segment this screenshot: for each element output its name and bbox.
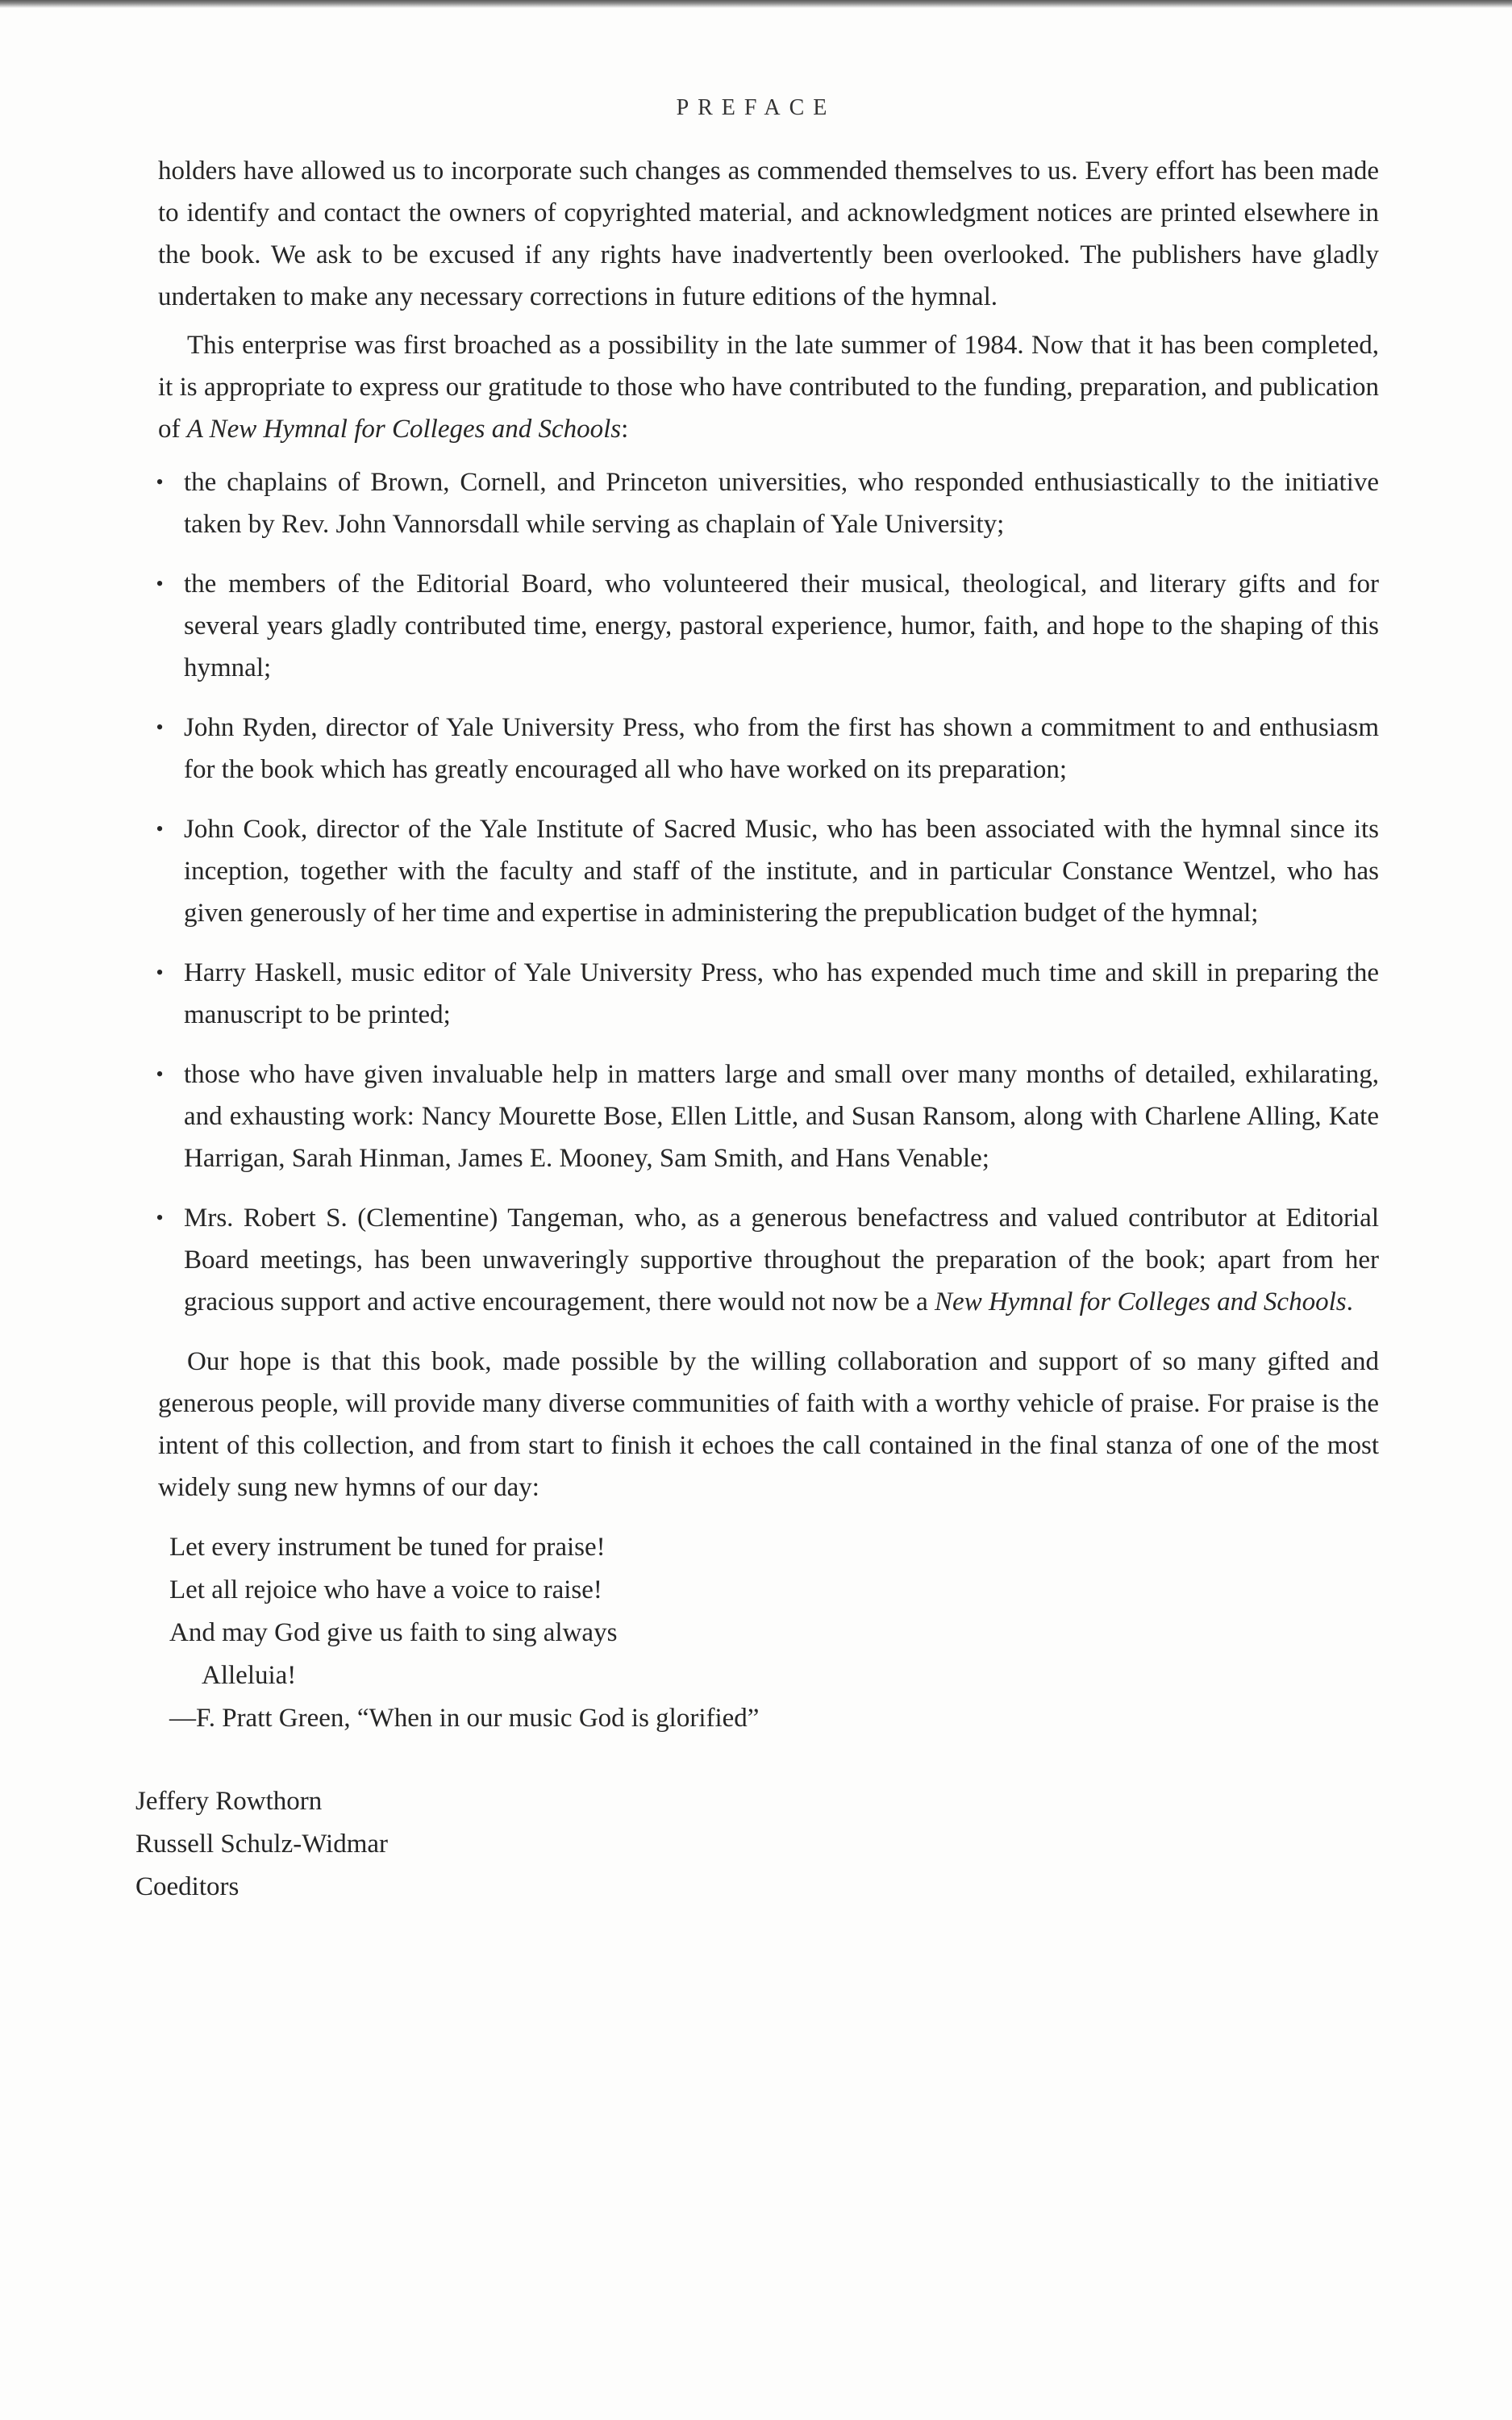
bullet-icon: • (156, 572, 164, 595)
list-item-text: John Ryden, director of Yale University Press, who from the first has shown a commitment to and enthusiasm for the book which has greatly encouraged all who have worked on its preparation; (184, 713, 1379, 784)
list-item-end: . (1346, 1287, 1353, 1316)
bullet-icon: • (156, 961, 164, 984)
paragraph-hope: Our hope is that this book, made possible by the willing collaboration and support of so many gifted and generous people, will provide many diverse communities of faith with a worthy vehicle of praise. For praise is the intent of this collection, and from start to finish it echoes the call contained in the final stanza of one of the most widely sung new hymns of our day: (158, 1347, 1379, 1502)
paragraph-gratitude-end: : (621, 415, 629, 444)
verse-line: Alleluia! (202, 1661, 297, 1690)
editor-name: Jeffery Rowthorn (135, 1787, 323, 1816)
acknowledgments-list (158, 461, 1379, 1323)
bullet-icon: • (156, 716, 164, 739)
list-item (158, 563, 1379, 689)
running-head: PREFACE (676, 95, 836, 120)
verse-line: Let every instrument be tuned for praise! (169, 1533, 606, 1562)
list-item-text: the members of the Editorial Board, who volunteered their musical, theological, and literary gifts and for several years gladly contributed time, energy, pastoral experience, humor, faith, and hope to the shaping of this hymnal; (184, 570, 1379, 682)
list-item-text: Harry Haskell, music editor of Yale University Press, who has expended much time and skill in preparing the manuscript to be printed; (184, 958, 1379, 1029)
list-item (158, 952, 1379, 1036)
editor-name: Russell Schulz-Widmar (135, 1830, 389, 1859)
editor-role: Coeditors (135, 1872, 240, 1901)
paragraph-gratitude-text: This enterprise was first broached as a possibility in the late summer of 1984. Now that it has been completed, it is appropriate to express our gratitude to those who have contributed to the funding, preparation, and publication of (158, 331, 1379, 444)
list-item-text: John Cook, director of the Yale Institute of Sacred Music, who has been associated with the hymnal since its inception, together with the faculty and staff of the institute, and in particular Constance Wentzel, who has given generously of her time and expertise in administering the prepublication budget of the hymnal; (184, 815, 1379, 928)
list-item (158, 1197, 1379, 1323)
list-item (158, 1054, 1379, 1179)
bullet-icon: • (156, 817, 164, 841)
list-item (158, 707, 1379, 791)
preface-body (135, 150, 1379, 1909)
bullet-icon: • (156, 470, 164, 494)
hymn-quotation (169, 1526, 1379, 1740)
verse-line: And may God give us faith to sing always (169, 1618, 618, 1647)
list-item (158, 461, 1379, 545)
paragraph-gratitude (158, 324, 1379, 450)
scan-top-edge (0, 0, 1512, 8)
list-item-text: those who have given invaluable help in matters large and small over many months of detailed, exhilarating, and exhausting work: Nancy Mourette Bose, Ellen Little, and Susan Ransom, along with Charlene Alling, Kate Harrigan, Sarah Hinman, James E. Mooney, Sam Smith, and Hans Venable; (184, 1060, 1379, 1173)
list-item-text: the chaplains of Brown, Cornell, and Princeton universities, who responded enthusiastically to the initiative taken by Rev. John Vannorsdall while serving as chaplain of Yale University; (184, 468, 1379, 539)
bullet-icon: • (156, 1206, 164, 1229)
verse-attribution: —F. Pratt Green, “When in our music God is glorified” (169, 1704, 760, 1733)
paragraph-continued: holders have allowed us to incorporate such changes as commended themselves to us. Every effort has been made to identify and contact the owners of copyrighted material, and acknowledgment notices are printed elsewhere in the book. We ask to be excused if any rights have inadvertently been overlooked. The publishers have gladly undertaken to make any necessary corrections in future editions of the hymnal. (158, 156, 1379, 311)
list-item (158, 808, 1379, 934)
signature-block (135, 1780, 1379, 1909)
hymnal-title: New Hymnal for Colleges and Schools (935, 1287, 1347, 1316)
bullet-icon: • (156, 1062, 164, 1086)
hymnal-title: A New Hymnal for Colleges and Schools (186, 415, 622, 444)
verse-line: Let all rejoice who have a voice to raise! (169, 1575, 602, 1604)
list-item-text: Mrs. Robert S. (Clementine) Tangeman, who, as a generous benefactress and valued contributor at Editorial Board meetings, has been unwaveringly supportive throughout the preparation of the book; apart from her gracious support and active encouragement, there would not now be a (184, 1204, 1379, 1316)
